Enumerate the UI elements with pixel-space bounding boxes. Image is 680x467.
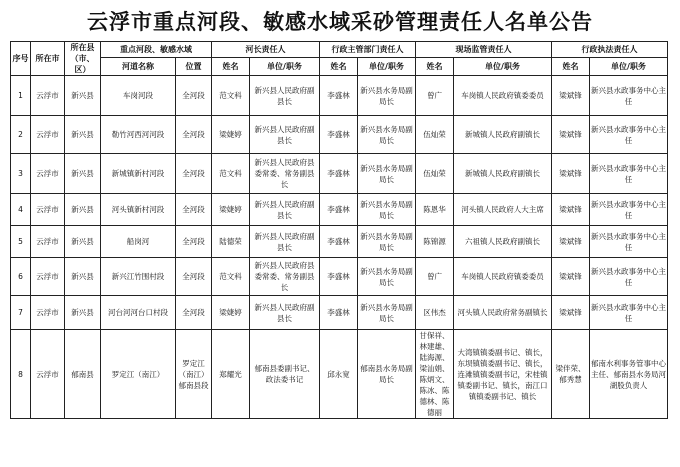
cell-seq: 7 xyxy=(11,296,31,330)
cell-chief-name: 范文科 xyxy=(212,76,250,116)
cell-site-name: 陈锦源 xyxy=(416,226,454,258)
header-unit-post: 单位/职务 xyxy=(454,58,552,76)
cell-loc: 全河段 xyxy=(176,226,212,258)
cell-chief-unit: 新兴县人民政府县委常委、常务副县长 xyxy=(250,154,320,194)
cell-chief-name: 梁婕婷 xyxy=(212,296,250,330)
cell-enf-name: 梁斌锋 xyxy=(552,154,590,194)
cell-admin-unit: 新兴县水务局副局长 xyxy=(358,226,416,258)
cell-site-unit: 六祖镇人民政府副镇长 xyxy=(454,226,552,258)
cell-city: 云浮市 xyxy=(31,226,65,258)
cell-seq: 2 xyxy=(11,116,31,154)
cell-city: 云浮市 xyxy=(31,154,65,194)
cell-chief-unit: 新兴县人民政府副县长 xyxy=(250,194,320,226)
cell-river: 罗定江（南江） xyxy=(101,330,176,419)
cell-enf-unit: 郁南水利事务管事中心主任、郁南县水务局河湖股负责人 xyxy=(590,330,668,419)
cell-admin-unit: 新兴县水务局副局长 xyxy=(358,296,416,330)
cell-chief-unit: 新兴县人民政府副县长 xyxy=(250,116,320,154)
cell-city: 云浮市 xyxy=(31,194,65,226)
cell-admin-name: 李盛林 xyxy=(320,116,358,154)
cell-admin-unit: 新兴县水务局副局长 xyxy=(358,116,416,154)
page-title: 云浮市重点河段、敏感水域采砂管理责任人名单公告 xyxy=(87,9,593,34)
cell-admin-name: 李盛林 xyxy=(320,258,358,296)
cell-enf-name: 梁斌锋 xyxy=(552,116,590,154)
cell-chief-unit: 新兴县人民政府副县长 xyxy=(250,296,320,330)
cell-seq: 5 xyxy=(11,226,31,258)
cell-chief-name: 郑耀光 xyxy=(212,330,250,419)
cell-loc: 全河段 xyxy=(176,258,212,296)
cell-chief-unit: 新兴县人民政府县委常委、常务副县长 xyxy=(250,258,320,296)
table-row xyxy=(11,330,668,419)
cell-site-name: 曾广 xyxy=(416,258,454,296)
cell-river: 新城镇新村河段 xyxy=(101,154,176,194)
header-river-name: 河道名称 xyxy=(101,58,176,76)
cell-seq: 6 xyxy=(11,258,31,296)
cell-admin-name: 李盛林 xyxy=(320,194,358,226)
cell-admin-name: 李盛林 xyxy=(320,76,358,116)
cell-chief-unit: 郁南县委副书记、政法委书记 xyxy=(250,330,320,419)
cell-chief-unit: 新兴县人民政府副县长 xyxy=(250,76,320,116)
header-name: 姓名 xyxy=(552,58,590,76)
cell-county: 新兴县 xyxy=(65,258,101,296)
cell-admin-unit: 新兴县水务局副局长 xyxy=(358,194,416,226)
table-row xyxy=(11,194,668,226)
cell-county: 新兴县 xyxy=(65,296,101,330)
cell-loc: 全河段 xyxy=(176,76,212,116)
cell-enf-name: 梁斌锋 xyxy=(552,258,590,296)
cell-site-name: 伍灿荣 xyxy=(416,154,454,194)
cell-seq: 1 xyxy=(11,76,31,116)
cell-site-name: 陈恩华 xyxy=(416,194,454,226)
header-group-river: 重点河段、敏感水域 xyxy=(101,42,212,58)
header-group-admin: 行政主管部门责任人 xyxy=(320,42,416,58)
cell-chief-name: 梁婕婷 xyxy=(212,194,250,226)
cell-city: 云浮市 xyxy=(31,76,65,116)
cell-city: 云浮市 xyxy=(31,116,65,154)
cell-admin-name: 李盛林 xyxy=(320,154,358,194)
cell-river: 勒竹河西河河段 xyxy=(101,116,176,154)
cell-admin-unit: 新兴县水务局副局长 xyxy=(358,258,416,296)
cell-site-name: 伍灿荣 xyxy=(416,116,454,154)
cell-river: 河头镇新村河段 xyxy=(101,194,176,226)
cell-chief-name: 范文科 xyxy=(212,154,250,194)
cell-admin-unit: 新兴县水务局副局长 xyxy=(358,154,416,194)
cell-admin-name: 李盛林 xyxy=(320,226,358,258)
cell-seq: 3 xyxy=(11,154,31,194)
cell-county: 新兴县 xyxy=(65,76,101,116)
cell-loc: 罗定江（南江）郁南县段 xyxy=(176,330,212,419)
cell-chief-name: 陆德荣 xyxy=(212,226,250,258)
cell-enf-unit: 新兴县水政事务中心主任 xyxy=(590,226,668,258)
header-name: 姓名 xyxy=(416,58,454,76)
cell-enf-unit: 新兴县水政事务中心主任 xyxy=(590,116,668,154)
table-row xyxy=(11,154,668,194)
header-city: 所在市 xyxy=(31,42,65,76)
cell-site-name: 甘保祥、林建雄、陆海源、梁汕娟、陈炳文、陈冰、陈德林、陈德丽 xyxy=(416,330,454,419)
cell-loc: 全河段 xyxy=(176,154,212,194)
cell-enf-unit: 新兴县水政事务中心主任 xyxy=(590,194,668,226)
cell-city: 云浮市 xyxy=(31,330,65,419)
cell-enf-name: 梁斌锋 xyxy=(552,226,590,258)
cell-river: 河台河河台口村段 xyxy=(101,296,176,330)
cell-river: 新兴江竹围村段 xyxy=(101,258,176,296)
cell-admin-unit: 郁南县水务局副局长 xyxy=(358,330,416,419)
cell-site-unit: 新城镇人民政府副镇长 xyxy=(454,154,552,194)
cell-city: 云浮市 xyxy=(31,258,65,296)
header-name: 姓名 xyxy=(320,58,358,76)
header-unit-post: 单位/职务 xyxy=(358,58,416,76)
cell-seq: 4 xyxy=(11,194,31,226)
cell-site-unit: 新城镇人民政府副镇长 xyxy=(454,116,552,154)
cell-admin-name: 邱永宽 xyxy=(320,330,358,419)
cell-site-unit: 河头镇人民政府常务副镇长 xyxy=(454,296,552,330)
cell-enf-unit: 新兴县水政事务中心主任 xyxy=(590,76,668,116)
cell-site-name: 区伟杰 xyxy=(416,296,454,330)
table-row xyxy=(11,116,668,154)
cell-county: 新兴县 xyxy=(65,226,101,258)
cell-loc: 全河段 xyxy=(176,194,212,226)
cell-river: 车岗河段 xyxy=(101,76,176,116)
cell-county: 郁南县 xyxy=(65,330,101,419)
cell-site-name: 曾广 xyxy=(416,76,454,116)
cell-site-unit: 大湾镇镇委副书记、镇长，东坝镇镇委副书记、镇长，连滩镇镇委副书记，宋桂镇镇委副书记、镇长，南江口镇镇委副书记、镇长 xyxy=(454,330,552,419)
cell-chief-unit: 新兴县人民政府副县长 xyxy=(250,226,320,258)
header-group-chief: 河长责任人 xyxy=(212,42,320,58)
cell-county: 新兴县 xyxy=(65,116,101,154)
cell-chief-name: 梁婕婷 xyxy=(212,116,250,154)
header-seq: 序号 xyxy=(11,42,31,76)
cell-enf-name: 梁斌锋 xyxy=(552,194,590,226)
header-group-enforce: 行政执法责任人 xyxy=(552,42,668,58)
cell-site-unit: 河头镇人民政府人大主席 xyxy=(454,194,552,226)
cell-loc: 全河段 xyxy=(176,296,212,330)
cell-seq: 8 xyxy=(11,330,31,419)
cell-enf-name: 梁伴荣、郁秀慧 xyxy=(552,330,590,419)
cell-enf-name: 梁斌锋 xyxy=(552,76,590,116)
cell-admin-name: 李盛林 xyxy=(320,296,358,330)
cell-admin-unit: 新兴县水务局副局长 xyxy=(358,76,416,116)
cell-county: 新兴县 xyxy=(65,194,101,226)
header-county: 所在县（市、区） xyxy=(65,42,101,76)
header-name: 姓名 xyxy=(212,58,250,76)
cell-chief-name: 范文科 xyxy=(212,258,250,296)
cell-enf-unit: 新兴县水政事务中心主任 xyxy=(590,296,668,330)
table-row xyxy=(11,258,668,296)
table-row xyxy=(11,296,668,330)
cell-county: 新兴县 xyxy=(65,154,101,194)
header-location: 位置 xyxy=(176,58,212,76)
cell-enf-name: 梁斌锋 xyxy=(552,296,590,330)
table-row xyxy=(11,76,668,116)
responsibility-table xyxy=(10,41,668,419)
header-group-site: 现场监管责任人 xyxy=(416,42,552,58)
cell-city: 云浮市 xyxy=(31,296,65,330)
cell-loc: 全河段 xyxy=(176,116,212,154)
cell-enf-unit: 新兴县水政事务中心主任 xyxy=(590,258,668,296)
cell-site-unit: 车岗镇人民政府镇委委员 xyxy=(454,258,552,296)
table-row xyxy=(11,226,668,258)
header-unit-post: 单位/职务 xyxy=(250,58,320,76)
cell-site-unit: 车岗镇人民政府镇委委员 xyxy=(454,76,552,116)
cell-enf-unit: 新兴县水政事务中心主任 xyxy=(590,154,668,194)
cell-river: 船岗河 xyxy=(101,226,176,258)
header-unit-post: 单位/职务 xyxy=(590,58,668,76)
